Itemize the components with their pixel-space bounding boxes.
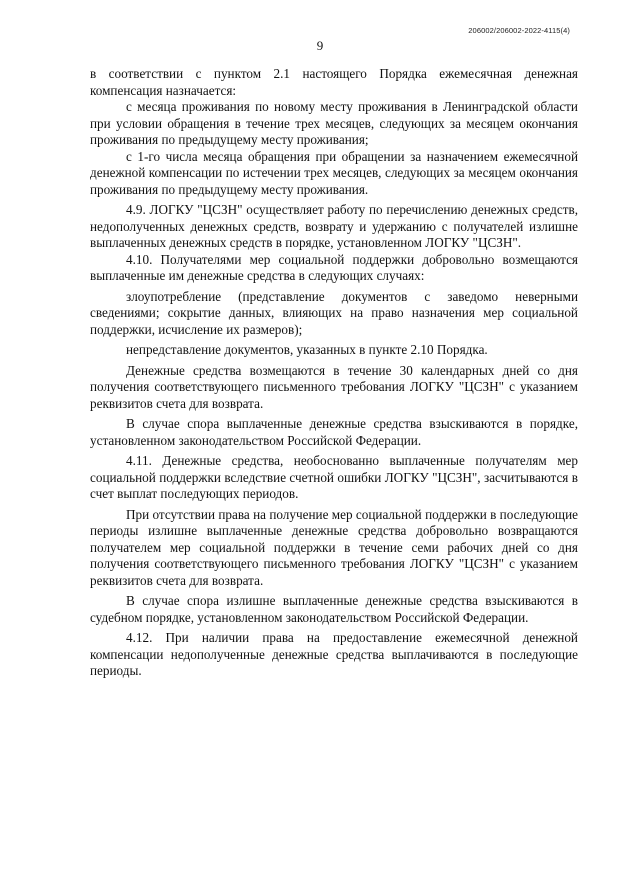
paragraph-court-recovery: В случае спора излишне выплаченные денежные средства взыскиваются в судебном порядке, установленном законодательством Российской Федерации.: [90, 593, 578, 625]
page-number: 9: [316, 38, 324, 53]
paragraph-dispute-recovery: В случае спора выплаченные денежные средства взыскиваются в порядке, установленном законодательством Российской Федерации.: [90, 416, 578, 448]
paragraph-30-days-refund: Денежные средства возмещаются в течение 30 календарных дней со дня получения соответствующего письменного требования ЛОГКУ "ЦСЗН" с указанием реквизитов счета для возврата.: [90, 362, 578, 411]
paragraph-first-day-of-month: с 1-го числа месяца обращения при обращении за назначением ежемесячной денежной компенсации по истечении трех месяцев, следующих за месяцем окончания проживания по предыдущему месту проживания.: [90, 148, 578, 197]
paragraph-4-9: 4.9. ЛОГКУ "ЦСЗН" осуществляет работу по перечислению денежных средств, недополученных денежных средств, возврату и удержанию с получателей излишне выплаченных денежных средств в порядке, установленном ЛОГКУ "ЦСЗН".: [90, 202, 578, 250]
paragraph-4-10: 4.10. Получателями мер социальной поддержки добровольно возмещаются выплаченные им денежные средства в следующих случаях:: [90, 251, 578, 283]
paragraph-4-12: 4.12. При наличии права на предоставление ежемесячной денежной компенсации недополученные денежные средства выплачиваются в последующие периоды.: [90, 630, 578, 678]
paragraph-new-residence: с месяца проживания по новому месту проживания в Ленинградской области при условии обращения в течение трех месяцев, следующих за месяцем окончания проживания по предыдущему месту проживания;: [90, 99, 578, 147]
paragraph-abuse: злоупотребление (представление документов с заведомо неверными сведениями; сокрытие данных, влияющих на право назначения мер социальной поддержки, исчисление их размеров);: [90, 288, 578, 337]
paragraph-compensation-assignment: в соответствии с пунктом 2.1 настоящего Порядка ежемесячная денежная компенсация назначается:: [90, 66, 578, 98]
document-id: 206002/206002-2022-4115(4): [468, 26, 570, 35]
paragraph-4-11: 4.11. Денежные средства, необоснованно выплаченные получателям мер социальной поддержки вследствие счетной ошибки ЛОГКУ "ЦСЗН", засчитываются в счет выплат последующих периодов.: [90, 453, 578, 501]
document-body: [90, 66, 578, 680]
paragraph-no-right-return: При отсутствии права на получение мер социальной поддержки в последующие периоды излишне выплаченные денежные средства добровольно возвращаются получателем мер социальной поддержки в течение семи рабочих дней со дня получения соответствующего письменного требования ЛОГКУ "ЦСЗН" с указанием реквизитов счета для возврата.: [90, 506, 578, 588]
paragraph-non-submission: непредставление документов, указанных в пункте 2.10 Порядка.: [126, 342, 488, 357]
